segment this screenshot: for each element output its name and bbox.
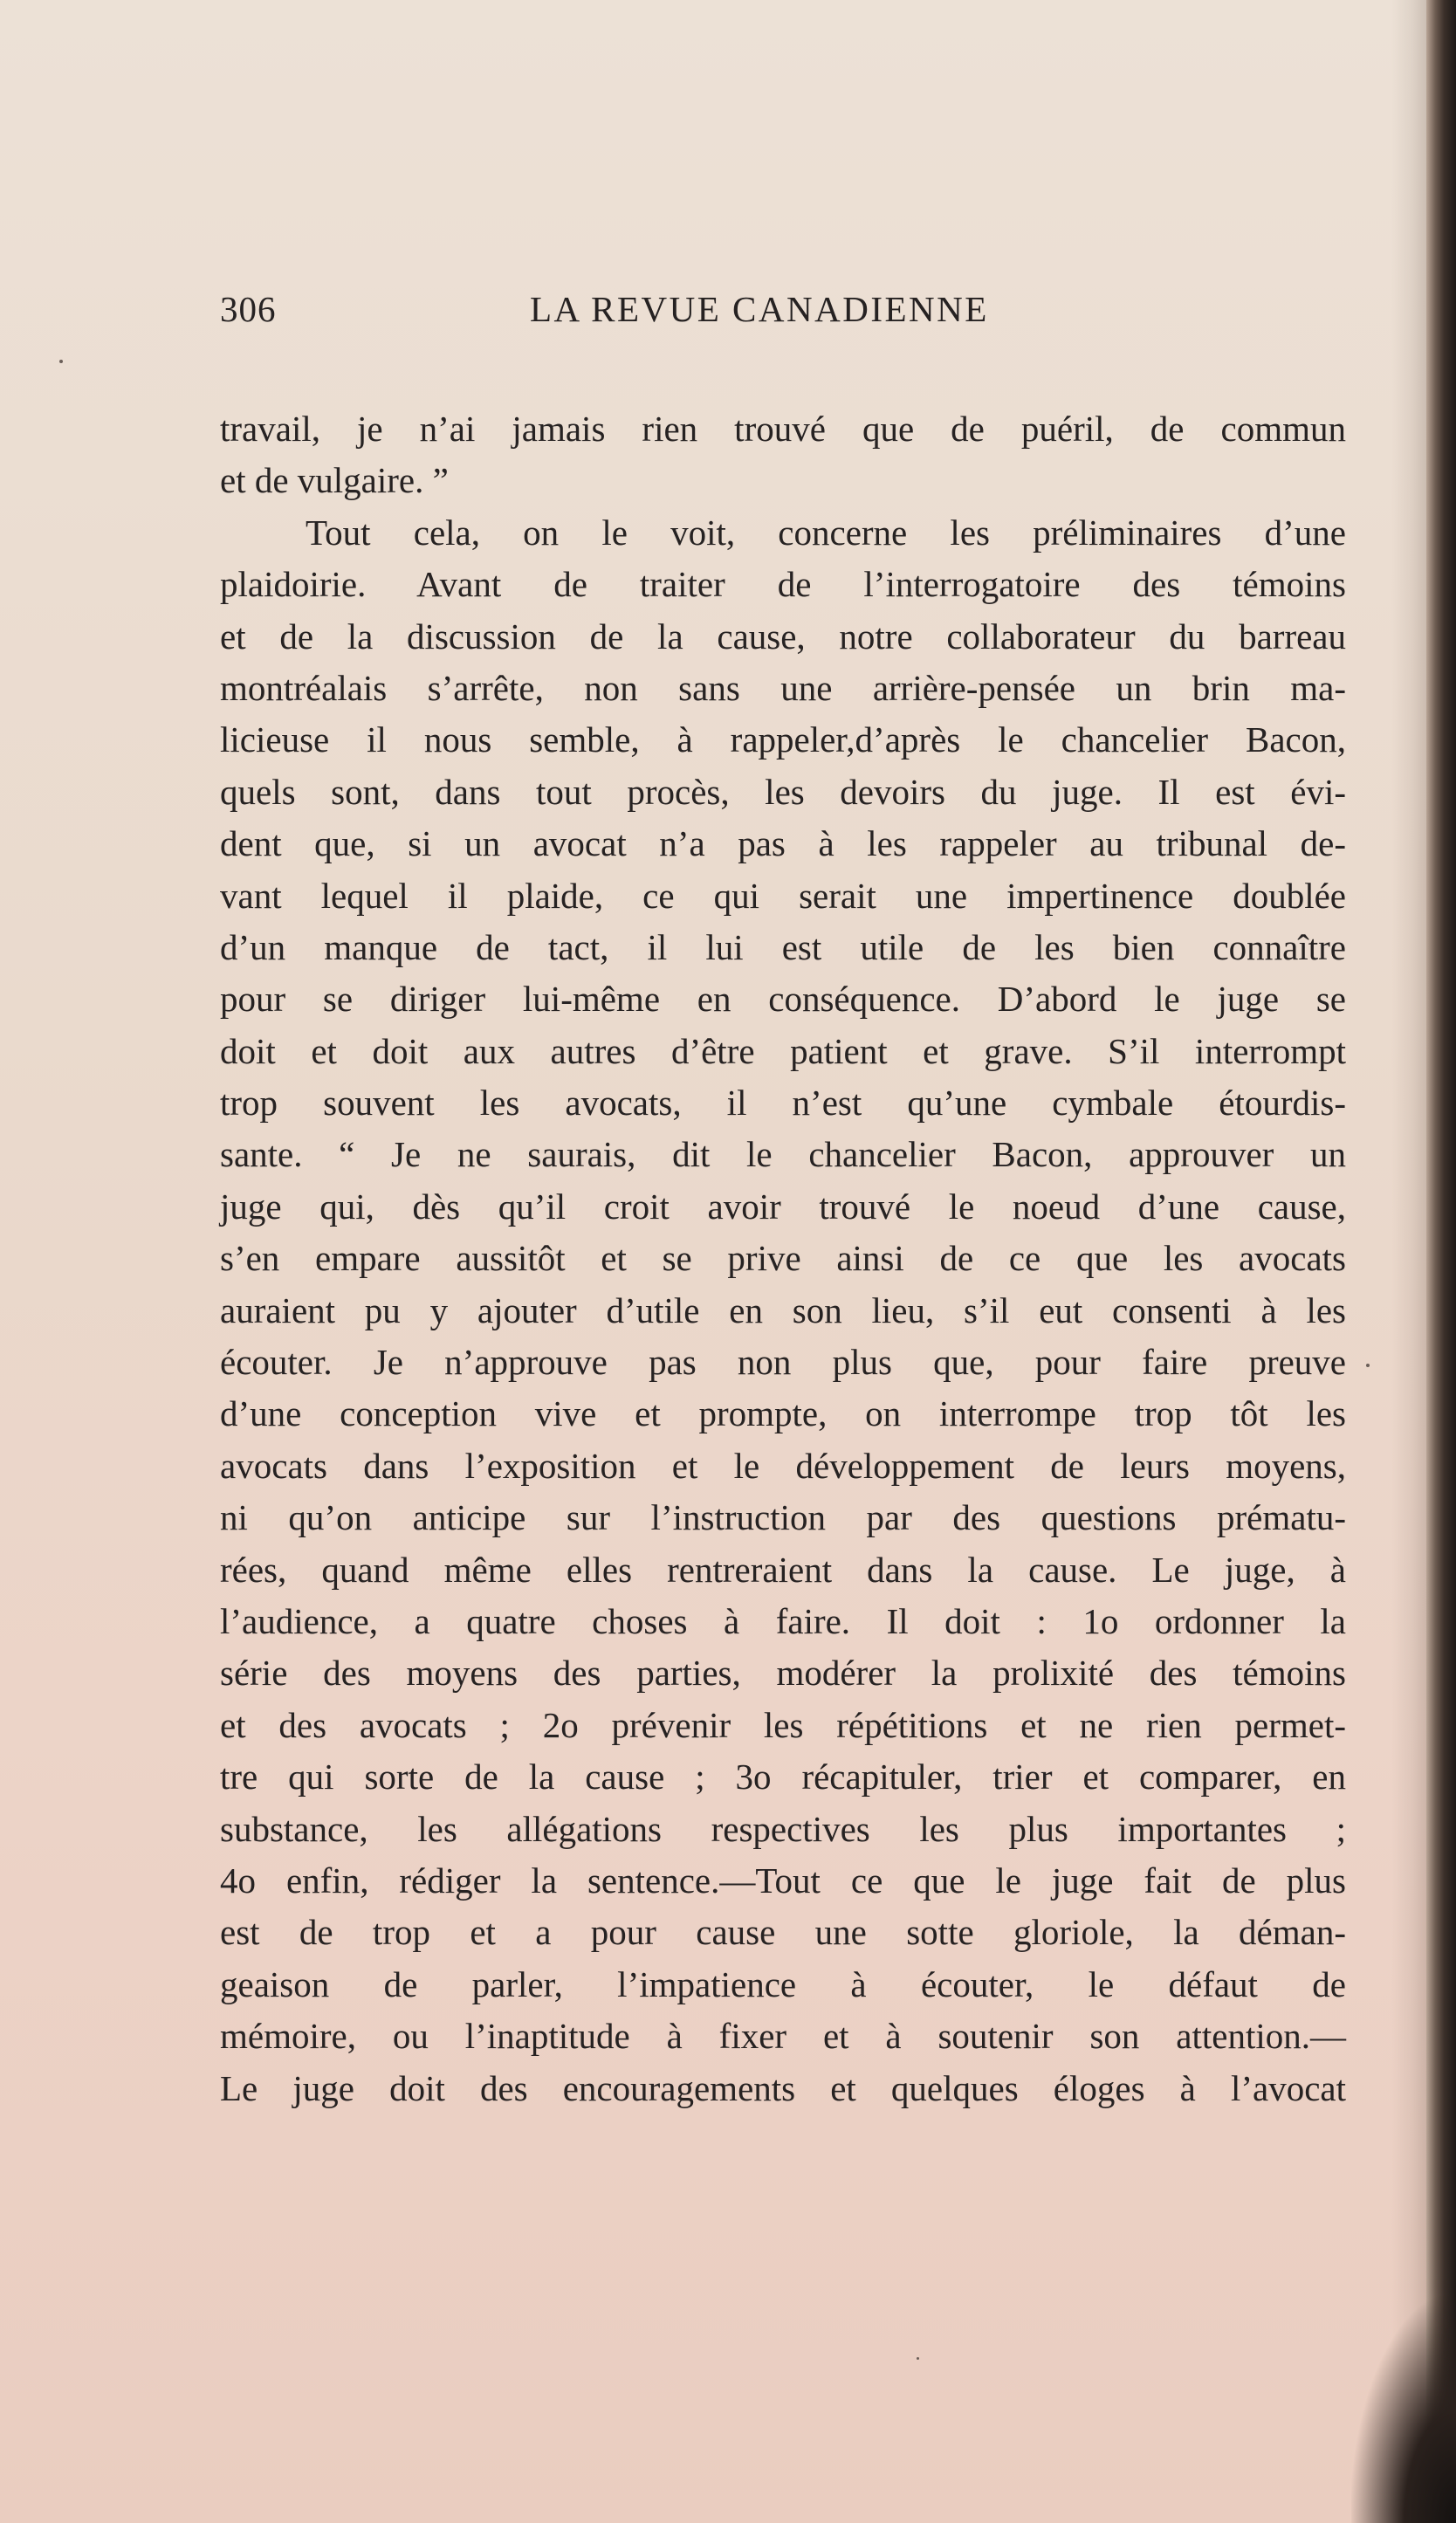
text-line: licieuse il nous semble, à rappeler,d’après le chancelier Bacon,: [220, 719, 1346, 760]
text-line: et des avocats ; 2o prévenir les répétitions et ne rien permet-: [220, 1704, 1346, 1745]
text-line: travail, je n’ai jamais rien trouvé que de puéril, de commun: [220, 409, 1346, 449]
text-line: plaidoirie. Avant de traiter de l’interrogatoire des témoins: [220, 564, 1346, 605]
text-line: pour se diriger lui-même en conséquence. D’abord le juge se: [220, 979, 1346, 1020]
text-line: montréalais s’arrête, non sans une arrière-pensée un brin ma-: [220, 667, 1346, 708]
text-line: juge qui, dès qu’il croit avoir trouvé le noeud d’une cause,: [220, 1186, 1346, 1227]
text-line: dent que, si un avocat n’a pas à les rappeler au tribunal de-: [220, 823, 1346, 864]
text-line: ni qu’on anticipe sur l’instruction par des questions prématu-: [220, 1497, 1346, 1538]
paper-speck: [917, 2357, 919, 2360]
text-line: trop souvent les avocats, il n’est qu’une cymbale étourdis-: [220, 1083, 1346, 1124]
text-line: série des moyens des parties, modérer la prolixité des témoins: [220, 1653, 1346, 1694]
text-line: mémoire, ou l’inaptitude à fixer et à soutenir son attention.—: [220, 2016, 1346, 2057]
text-line: l’audience, a quatre choses à faire. Il doit : 1o ordonner la: [220, 1600, 1346, 1641]
text-line: quels sont, dans tout procès, les devoirs du juge. Il est évi-: [220, 771, 1346, 812]
text-line: et de la discussion de la cause, notre collaborateur du barreau: [220, 615, 1346, 657]
paper-speck: [1366, 1364, 1370, 1367]
text-line: est de trop et a pour cause une sotte gloriole, la déman-: [220, 1912, 1346, 1953]
text-line: rées, quand même elles rentreraient dans la cause. Le juge, à: [220, 1549, 1346, 1590]
text-line: avocats dans l’exposition et le développement de leurs moyens,: [220, 1445, 1346, 1486]
text-line: d’une conception vive et prompte, on interrompe trop tôt les: [220, 1393, 1346, 1434]
text-line: Le juge doit des encouragements et quelques éloges à l’avocat: [220, 2067, 1346, 2108]
paragraph-first-line: Tout cela, on le voit, concerne les préliminaires d’une: [306, 512, 1346, 553]
paper-speck: [59, 360, 63, 363]
text-line: et de vulgaire. ”: [220, 460, 449, 501]
text-line: geaison de parler, l’impatience à écouter, le défaut de: [220, 1963, 1346, 2004]
text-line: substance, les allégations respectives les plus importantes ;: [220, 1808, 1346, 1849]
text-line: 4o enfin, rédiger la sentence.—Tout ce que le juge fait de plus: [220, 1860, 1346, 1901]
body-text: [220, 403, 1346, 2114]
page-number: 306: [220, 289, 277, 329]
text-line: tre qui sorte de la cause ; 3o récapituler, trier et comparer, en: [220, 1756, 1346, 1798]
text-line: doit et doit aux autres d’être patient et grave. S’il interrompt: [220, 1030, 1346, 1071]
journal-title: LA REVUE CANADIENNE: [530, 289, 989, 329]
running-head: [220, 288, 1355, 340]
text-line: vant lequel il plaide, ce qui serait une impertinence doublée: [220, 875, 1346, 916]
page-corner-shadow: [1351, 2296, 1456, 2523]
text-line: écouter. Je n’approuve pas non plus que, pour faire preuve: [220, 1342, 1346, 1383]
text-line: auraient pu y ajouter d’utile en son lieu, s’il eut consenti à les: [220, 1289, 1346, 1330]
text-line: d’un manque de tact, il lui est utile de les bien connaître: [220, 926, 1346, 967]
text-line: s’en empare aussitôt et se prive ainsi de ce que les avocats: [220, 1238, 1346, 1279]
text-line: sante. “ Je ne saurais, dit le chancelier Bacon, approuver un: [220, 1134, 1346, 1175]
book-binding-edge: [1426, 0, 1456, 2523]
gutter-shadow: [1391, 0, 1426, 2523]
